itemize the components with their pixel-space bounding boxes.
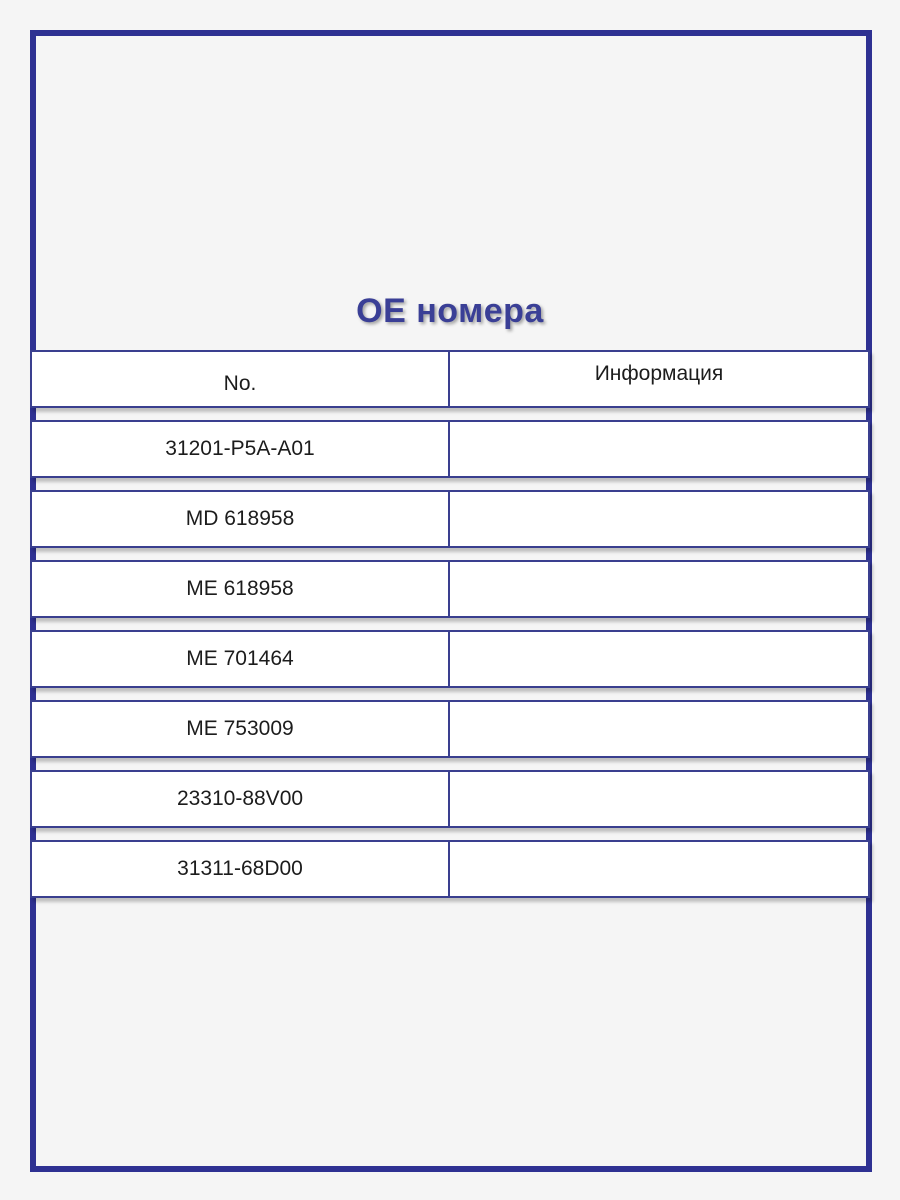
table-cell-no: 31201-P5A-A01 xyxy=(30,420,450,478)
table-cell-no: ME 753009 xyxy=(30,700,450,758)
table-cell-no: 31311-68D00 xyxy=(30,840,450,898)
table-cell-no: ME 701464 xyxy=(30,630,450,688)
table-cell-no: ME 618958 xyxy=(30,560,450,618)
table-row xyxy=(30,420,870,478)
table-row xyxy=(30,840,870,898)
table-cell-info xyxy=(450,630,870,688)
column-header-info: Информация xyxy=(450,350,870,408)
table-cell-info xyxy=(450,560,870,618)
column-header-no: No. xyxy=(30,350,450,408)
table-cell-info xyxy=(450,420,870,478)
oe-numbers-table xyxy=(30,350,870,910)
table-row xyxy=(30,490,870,548)
table-cell-no: 23310-88V00 xyxy=(30,770,450,828)
table-cell-info xyxy=(450,840,870,898)
table-header-row xyxy=(30,350,870,408)
table-row xyxy=(30,770,870,828)
table-cell-info xyxy=(450,770,870,828)
table-row xyxy=(30,560,870,618)
table-cell-info xyxy=(450,700,870,758)
table-row xyxy=(30,700,870,758)
page-title: OE номера xyxy=(356,292,544,330)
table-cell-info xyxy=(450,490,870,548)
table-cell-no: MD 618958 xyxy=(30,490,450,548)
table-row xyxy=(30,630,870,688)
